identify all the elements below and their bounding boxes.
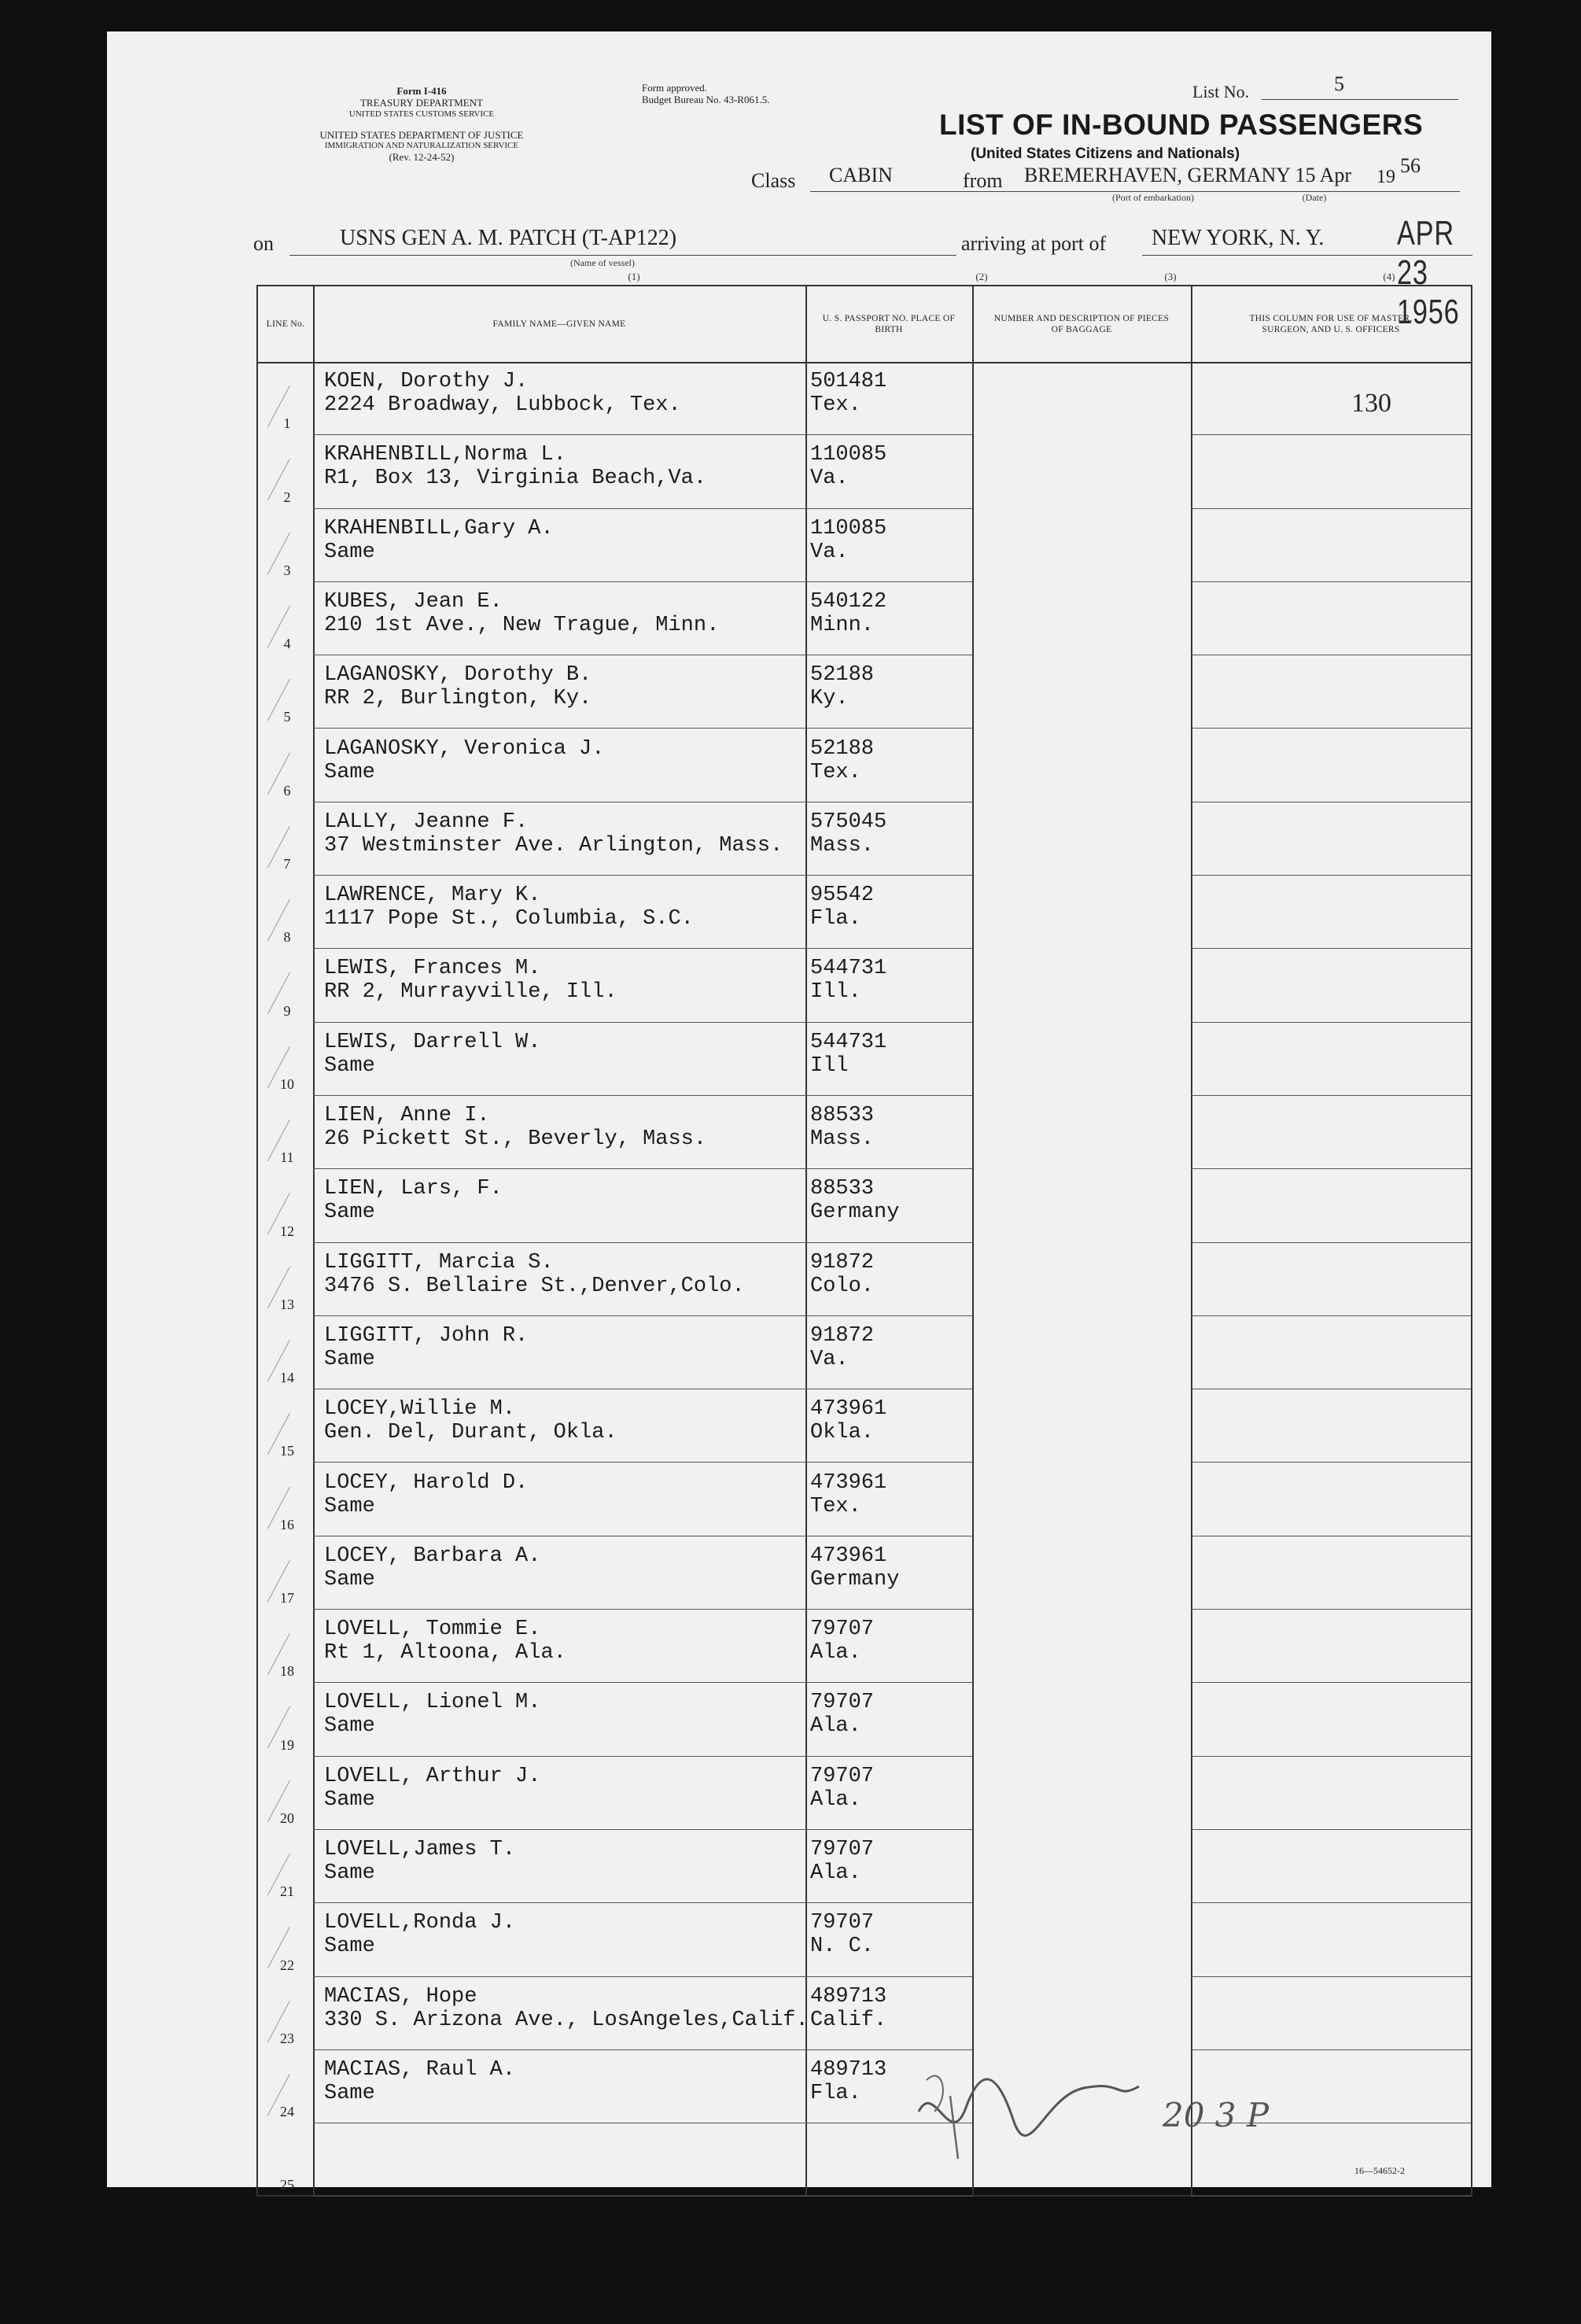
passenger-address: Same (324, 2081, 375, 2105)
from-label: from (963, 169, 1003, 192)
table-row (258, 2050, 1471, 2123)
place-of-birth: Colo. (810, 1274, 875, 1298)
passport-number: 52188 (810, 736, 875, 761)
line-number: 19 (280, 1736, 294, 1753)
passport-number: 88533 (810, 1104, 875, 1127)
passenger-name: LIEN, Anne I. (324, 1104, 490, 1127)
passenger-address: Rt 1, Altoona, Ala. (324, 1641, 566, 1666)
line-number: 18 (280, 1663, 294, 1680)
passenger-name: LIEN, Lars, F. (324, 1177, 503, 1201)
place-of-birth: Mass. (810, 833, 875, 858)
passenger-name: LIGGITT, John R. (324, 1323, 529, 1348)
table-row (258, 435, 1471, 508)
col-header-officers: THIS COLUMN FOR USE OF MASTER, SURGEON, AND U. S. OFFICERS (1249, 314, 1413, 334)
passenger-name: LAWRENCE, Mary K. (324, 883, 541, 908)
passenger-name: LOVELL, Arthur J. (324, 1764, 541, 1788)
line-number: 22 (280, 1957, 294, 1973)
on-label: on (253, 232, 274, 255)
passport-number: 91872 (810, 1250, 875, 1275)
passport-number: 79707 (810, 1764, 875, 1788)
table-row (258, 1463, 1471, 1536)
table-row (258, 362, 1471, 435)
passenger-address: Same (324, 1347, 375, 1371)
passenger-address: 1117 Pope St., Columbia, S.C. (324, 907, 694, 931)
passenger-address: 26 Pickett St., Beverly, Mass. (324, 1127, 707, 1151)
line-number: 8 (283, 929, 291, 946)
table-row (258, 1536, 1471, 1610)
table-row (258, 2123, 1471, 2197)
passport-number: 473961 (810, 1470, 887, 1495)
row-rule (1191, 2196, 1471, 2197)
document-title: LIST OF IN-BOUND PASSENGERS (939, 109, 1424, 141)
place-of-birth: Fla. (810, 907, 861, 931)
line-number: 16 (280, 1516, 294, 1533)
place-of-birth: Okla. (810, 1421, 875, 1445)
officer-note: 130 (1351, 389, 1391, 418)
passenger-name: LALLY, Jeanne F. (324, 810, 529, 834)
list-no-line (1262, 99, 1458, 100)
passport-number: 473961 (810, 1544, 887, 1568)
passenger-name: KOEN, Dorothy J. (324, 370, 529, 393)
line-number: 12 (280, 1223, 294, 1239)
year-suffix: 56 (1400, 154, 1421, 177)
row-rule (313, 2196, 805, 2197)
passenger-name: KRAHENBILL,Norma L. (324, 443, 566, 467)
revision-date: (Rev. 12-24-52) (389, 151, 455, 163)
table-row (258, 655, 1471, 729)
vessel-name: USNS GEN A. M. PATCH (T-AP122) (340, 226, 677, 250)
handwritten-note: 20 3 P (1163, 2096, 1270, 2134)
table-row (258, 1316, 1471, 1389)
passenger-address: Gen. Del, Durant, Okla. (324, 1421, 617, 1445)
port-of-embarkation-label: (Port of embarkation) (1112, 192, 1194, 203)
table-row (258, 1903, 1471, 1976)
footer-code: 16—54652-2 (1354, 2165, 1405, 2176)
line-number: 23 (280, 2030, 294, 2046)
line-number: 17 (280, 1590, 294, 1607)
passenger-table (256, 285, 1472, 2197)
passenger-address: 2224 Broadway, Lubbock, Tex. (324, 393, 681, 417)
passenger-address: 210 1st Ave., New Trague, Minn. (324, 613, 720, 637)
passenger-name: LAGANOSKY, Veronica J. (324, 736, 605, 761)
line-number: 5 (283, 709, 291, 725)
table-row (258, 1683, 1471, 1756)
passenger-address: Same (324, 1201, 375, 1225)
place-of-birth: Mass. (810, 1127, 875, 1151)
place-of-birth: Minn. (810, 613, 875, 637)
port-name: NEW YORK, N. Y. (1152, 226, 1325, 250)
passport-number: 473961 (810, 1397, 887, 1422)
line-number: 13 (280, 1296, 294, 1312)
passport-number: 489713 (810, 1984, 887, 2009)
passenger-name: LOCEY,Willie M. (324, 1397, 516, 1422)
passenger-name: LEWIS, Darrell W. (324, 1030, 541, 1054)
place-of-birth: Tex. (810, 760, 861, 784)
passport-number: 79707 (810, 1691, 875, 1715)
passport-number: 544731 (810, 957, 887, 981)
line-number: 10 (280, 1075, 294, 1092)
passenger-address: Same (324, 1053, 375, 1078)
passenger-address: Same (324, 1494, 375, 1518)
place-of-birth: Ala. (810, 1861, 861, 1885)
treasury-department: TREASURY DEPARTMENT (359, 97, 484, 109)
table-row (258, 1389, 1471, 1463)
customs-service: UNITED STATES CUSTOMS SERVICE (348, 109, 495, 119)
passenger-name: LOCEY, Barbara A. (324, 1544, 541, 1568)
form-number: Form I-416 (396, 85, 447, 97)
arriving-label: arriving at port of (961, 232, 1107, 255)
passport-number: 91872 (810, 1323, 875, 1348)
passport-number: 501481 (810, 370, 887, 393)
passenger-name: KRAHENBILL,Gary A. (324, 516, 554, 540)
table-row (258, 729, 1471, 802)
table-row (258, 1096, 1471, 1169)
line-number: 20 (280, 1809, 294, 1826)
passenger-address: RR 2, Burlington, Ky. (324, 687, 592, 711)
line-number: 6 (283, 782, 291, 799)
passenger-address: Same (324, 1787, 375, 1812)
place-of-birth: Germany (810, 1567, 900, 1592)
line-number: 9 (283, 1002, 291, 1019)
department-of-justice: UNITED STATES DEPARTMENT OF JUSTICE (319, 129, 524, 141)
passport-number: 110085 (810, 443, 887, 467)
passenger-name: LOVELL,James T. (324, 1838, 516, 1861)
passport-number: 544731 (810, 1030, 887, 1054)
row-rule (805, 2196, 972, 2197)
col-header-line: LINE No. (266, 319, 305, 329)
line-number: 15 (280, 1443, 294, 1459)
passport-number: 575045 (810, 810, 887, 834)
passenger-name: LIGGITT, Marcia S. (324, 1250, 554, 1275)
passenger-address: Same (324, 1567, 375, 1592)
table-row (258, 582, 1471, 655)
line-number: 3 (283, 562, 291, 578)
budget-bureau: Budget Bureau No. 43-R061.5. (642, 94, 770, 105)
passenger-address: RR 2, Murrayville, Ill. (324, 980, 617, 1005)
table-row (258, 949, 1471, 1022)
date-label: (Date) (1302, 192, 1327, 203)
table-row (258, 1830, 1471, 1903)
passenger-name: MACIAS, Raul A. (324, 2057, 516, 2082)
passenger-address: 330 S. Arizona Ave., LosAngeles,Calif. (324, 2008, 809, 2032)
place-of-birth: Ala. (810, 1787, 861, 1812)
passenger-address: 37 Westminster Ave. Arlington, Mass. (324, 833, 783, 858)
list-no-value: 5 (1334, 72, 1344, 95)
place-of-birth: Fla. (810, 2081, 861, 2105)
table-row (258, 1023, 1471, 1096)
passenger-name: KUBES, Jean E. (324, 589, 503, 614)
line-number: 2 (283, 489, 291, 505)
place-of-birth: Ill (810, 1053, 849, 1078)
passenger-name: LOVELL, Tommie E. (324, 1618, 541, 1642)
table-row (258, 1610, 1471, 1683)
line-number: 14 (280, 1370, 294, 1386)
form-approved: Form approved. (642, 82, 708, 94)
col-header-name: FAMILY NAME—GIVEN NAME (492, 319, 626, 329)
passport-number: 79707 (810, 1618, 875, 1642)
passenger-address: Same (324, 1714, 375, 1739)
class-value: CABIN (829, 164, 893, 186)
table-row (258, 1169, 1471, 1242)
place-of-birth: Ala. (810, 1714, 861, 1739)
document-subtitle: (United States Citizens and Nationals) (971, 146, 1240, 162)
table-row (258, 509, 1471, 582)
passenger-address: Same (324, 1935, 375, 1959)
passenger-name: LOVELL,Ronda J. (324, 1911, 516, 1935)
col-header-passport: U. S. PASSPORT NO. PLACE OF BIRTH (822, 314, 956, 334)
col-num-2: (2) (975, 271, 988, 282)
place-of-birth: Va. (810, 540, 849, 564)
line-number: 24 (280, 2104, 294, 2120)
place-of-birth: Va. (810, 1347, 849, 1371)
passport-number: 88533 (810, 1177, 875, 1201)
list-no-label: List No. (1192, 82, 1250, 101)
vessel-name-label: (Name of vessel) (570, 257, 635, 268)
passport-number: 489713 (810, 2057, 887, 2082)
place-of-birth: Tex. (810, 1494, 861, 1518)
from-value: BREMERHAVEN, GERMANY 15 Apr (1024, 164, 1352, 186)
vessel-line (289, 255, 956, 256)
passenger-name: LOCEY, Harold D. (324, 1470, 529, 1495)
line-number: 1 (283, 415, 291, 432)
class-label: Class (751, 169, 796, 192)
place-of-birth: Ky. (810, 687, 849, 711)
place-of-birth: Tex. (810, 393, 861, 417)
passport-number: 540122 (810, 589, 887, 614)
passport-number: 110085 (810, 516, 887, 540)
table-row (258, 876, 1471, 949)
arrival-date-stamp: APR 23 1956 (1397, 214, 1460, 331)
passenger-address: 3476 S. Bellaire St.,Denver,Colo. (324, 1274, 745, 1298)
passenger-name: LAGANOSKY, Dorothy B. (324, 663, 592, 688)
year-prefix: 19 (1376, 167, 1395, 187)
line-number: 25 (280, 2177, 294, 2193)
line-number: 7 (283, 856, 291, 872)
passenger-name: LEWIS, Frances M. (324, 957, 541, 981)
passenger-address: Same (324, 1861, 375, 1885)
immigration-service: IMMIGRATION AND NATURALIZATION SERVICE (324, 141, 519, 150)
passenger-address: R1, Box 13, Virginia Beach,Va. (324, 467, 707, 491)
passenger-name: LOVELL, Lionel M. (324, 1691, 541, 1715)
place-of-birth: Ala. (810, 1641, 861, 1666)
table-row (258, 1243, 1471, 1316)
passenger-name: MACIAS, Hope (324, 1984, 477, 2009)
col-num-1: (1) (628, 271, 640, 282)
table-row (258, 802, 1471, 876)
place-of-birth: Calif. (810, 2008, 887, 2032)
place-of-birth: Ill. (810, 980, 861, 1005)
table-row (258, 1757, 1471, 1830)
line-number: 21 (280, 1883, 294, 1900)
passport-number: 79707 (810, 1911, 875, 1935)
passenger-address: Same (324, 760, 375, 784)
line-number: 11 (280, 1149, 294, 1166)
place-of-birth: N. C. (810, 1935, 875, 1959)
place-of-birth: Germany (810, 1201, 900, 1225)
table-row (258, 1977, 1471, 2050)
col-header-baggage: NUMBER AND DESCRIPTION OF PIECES OF BAGGAGE (993, 314, 1170, 334)
passenger-address: Same (324, 540, 375, 564)
line-number: 4 (283, 636, 291, 652)
passport-number: 52188 (810, 663, 875, 688)
col-num-3: (3) (1164, 271, 1177, 282)
place-of-birth: Va. (810, 467, 849, 491)
passport-number: 79707 (810, 1838, 875, 1861)
passport-number: 95542 (810, 883, 875, 908)
col-num-4: (4) (1383, 271, 1395, 282)
